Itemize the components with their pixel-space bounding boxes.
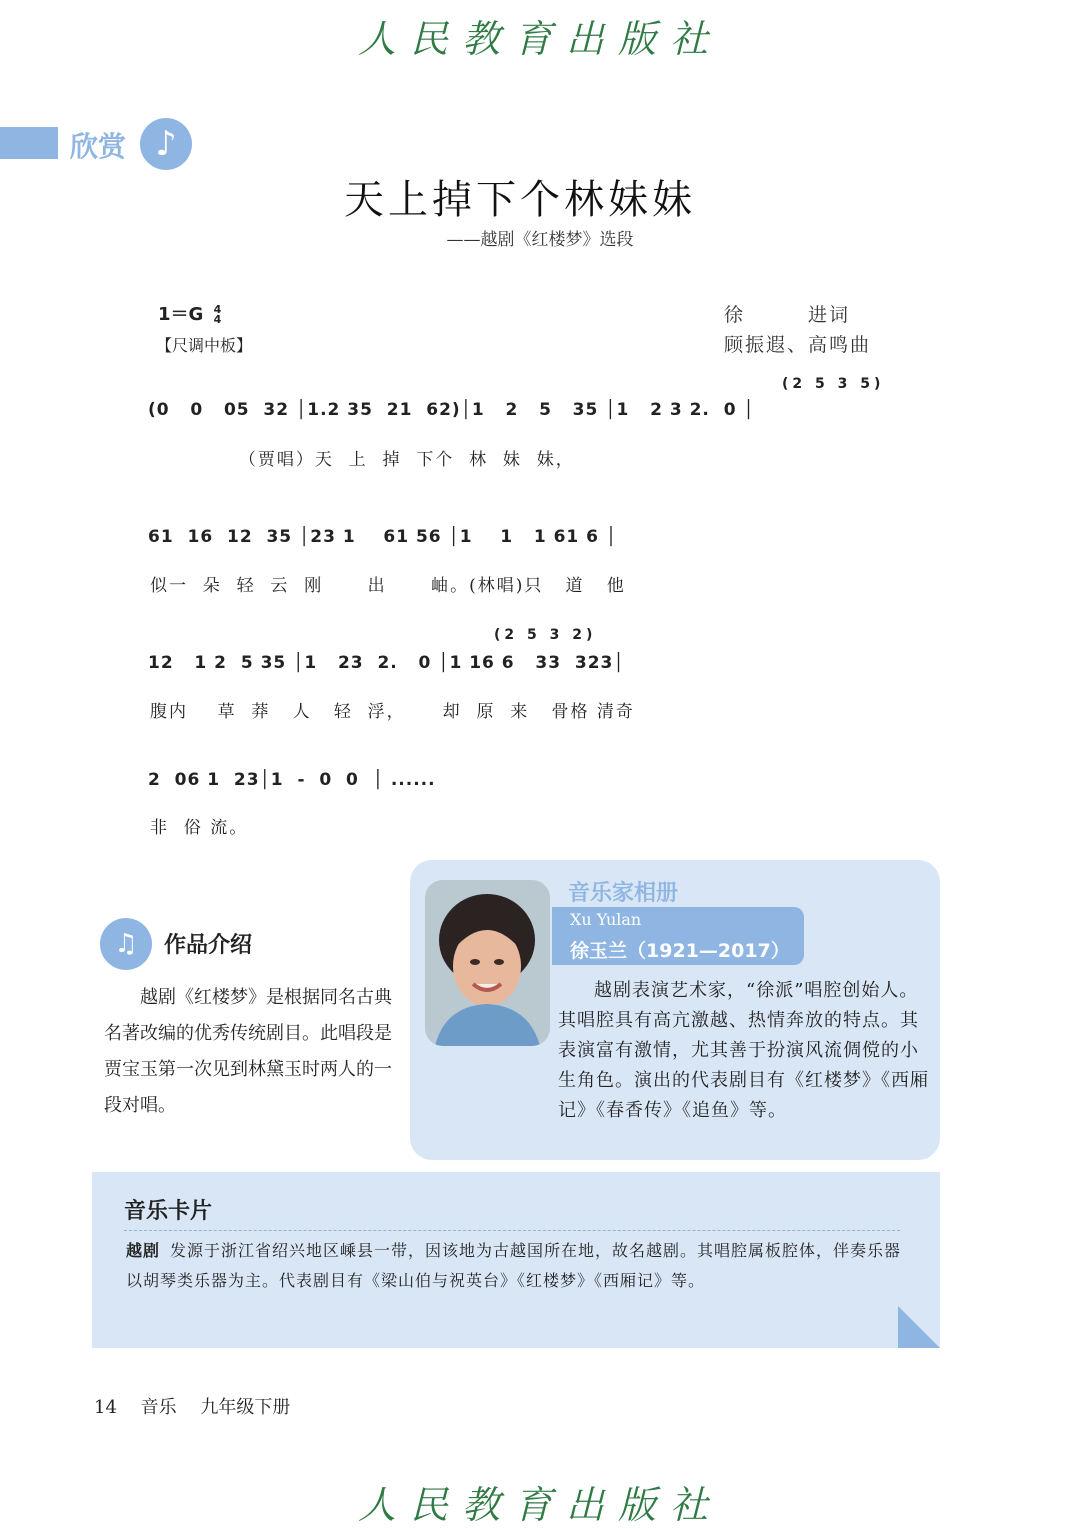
key: 1＝G xyxy=(158,304,204,325)
page-footer xyxy=(94,1393,308,1419)
score-line-3: 12 1 2 5 35 │1 23 2. 0 │1 16 6 33 323│ xyxy=(148,653,625,673)
lyric-line-2: 似一 朵 轻 云 刚 出 岫。(林唱)只 道 他 xyxy=(150,576,626,596)
time-signature-icon: 4 4 xyxy=(213,303,222,326)
album-text: 越剧表演艺术家，“徐派”唱腔创始人。其唱腔具有高亢激越、热情奔放的特点。其表演富有激情，尤其善于扮演风流倜傥的小生角色。演出的代表剧目有《红楼梦》《西厢记》《春香传》《追鱼》等。 xyxy=(558,980,929,1121)
publisher-logo-bottom: 人民教育出版社 xyxy=(357,1483,722,1527)
musician-portrait xyxy=(425,880,550,1046)
card-body xyxy=(126,1236,906,1296)
score-line-2: 61 16 12 35 │23 1 61 56 │1 1 1 61 6 │ xyxy=(148,527,618,547)
card-divider xyxy=(124,1230,900,1231)
key-signature xyxy=(158,300,221,326)
card-corner-fold xyxy=(898,1306,940,1348)
song-title: 天上掉下个林妹妹 xyxy=(344,177,696,223)
section-label: 欣赏 xyxy=(70,130,127,163)
intro-text: 越剧《红楼梦》是根据同名古典名著改编的优秀传统剧目。此唱段是贾宝玉第一次见到林黛玉时两人的一段对唱。 xyxy=(104,987,392,1116)
lyric-line-1: （贾唱）天 上 掉 下个 林 妹 妹， xyxy=(150,450,575,470)
lyricist-credit: 徐 进词 xyxy=(724,304,851,326)
card-term: 越剧 xyxy=(126,1241,161,1260)
score-scroll-icon: ♫ xyxy=(100,918,152,970)
card-heading: 音乐卡片 xyxy=(124,1199,213,1224)
publisher-logo-top: 人民教育出版社 xyxy=(357,17,722,61)
footer-grade: 九年级下册 xyxy=(200,1397,291,1418)
footer-subject: 音乐 xyxy=(140,1397,177,1418)
album-heading: 音乐家相册 xyxy=(568,881,679,906)
page-number: 14 xyxy=(94,1397,117,1418)
score-line-4: 2 06 1 23│1 - 0 0 │ ...... xyxy=(148,770,436,790)
tempo-marking: 【尺调中板】 xyxy=(156,336,253,355)
song-subtitle: ——越剧《红楼梦》选段 xyxy=(446,230,634,250)
musician-name-en: Xu Yulan xyxy=(570,910,642,929)
card-text: 发源于浙江省绍兴地区嵊县一带，因该地为古越国所在地，故名越剧。其唱腔属板腔体，伴奏乐器以胡琴类乐器为主。代表剧目有《梁山伯与祝英台》《红楼梦》《西厢记》等。 xyxy=(126,1241,902,1290)
score-line-1: (0 0 05 32 │1.2 35 21 62)│1 2 5 35 │1 2 3 2. 0 │ xyxy=(148,400,755,420)
score-annotation-3: (2 5 3 2) xyxy=(494,627,597,643)
score-annotation-1: (2 5 3 5) xyxy=(782,376,885,392)
music-note-icon: ♪ xyxy=(140,118,192,170)
composer-credit: 顾振遐、高鸣曲 xyxy=(724,334,872,356)
section-bar xyxy=(0,127,58,159)
lyric-line-4: 非 俗 流。 xyxy=(150,818,249,838)
lyric-line-3: 腹内 草 莽 人 轻 浮， 却 原 来 骨格 清奇 xyxy=(150,702,635,722)
musician-name: 徐玉兰（1921—2017） xyxy=(570,940,790,962)
intro-heading: 作品介绍 xyxy=(164,933,253,958)
